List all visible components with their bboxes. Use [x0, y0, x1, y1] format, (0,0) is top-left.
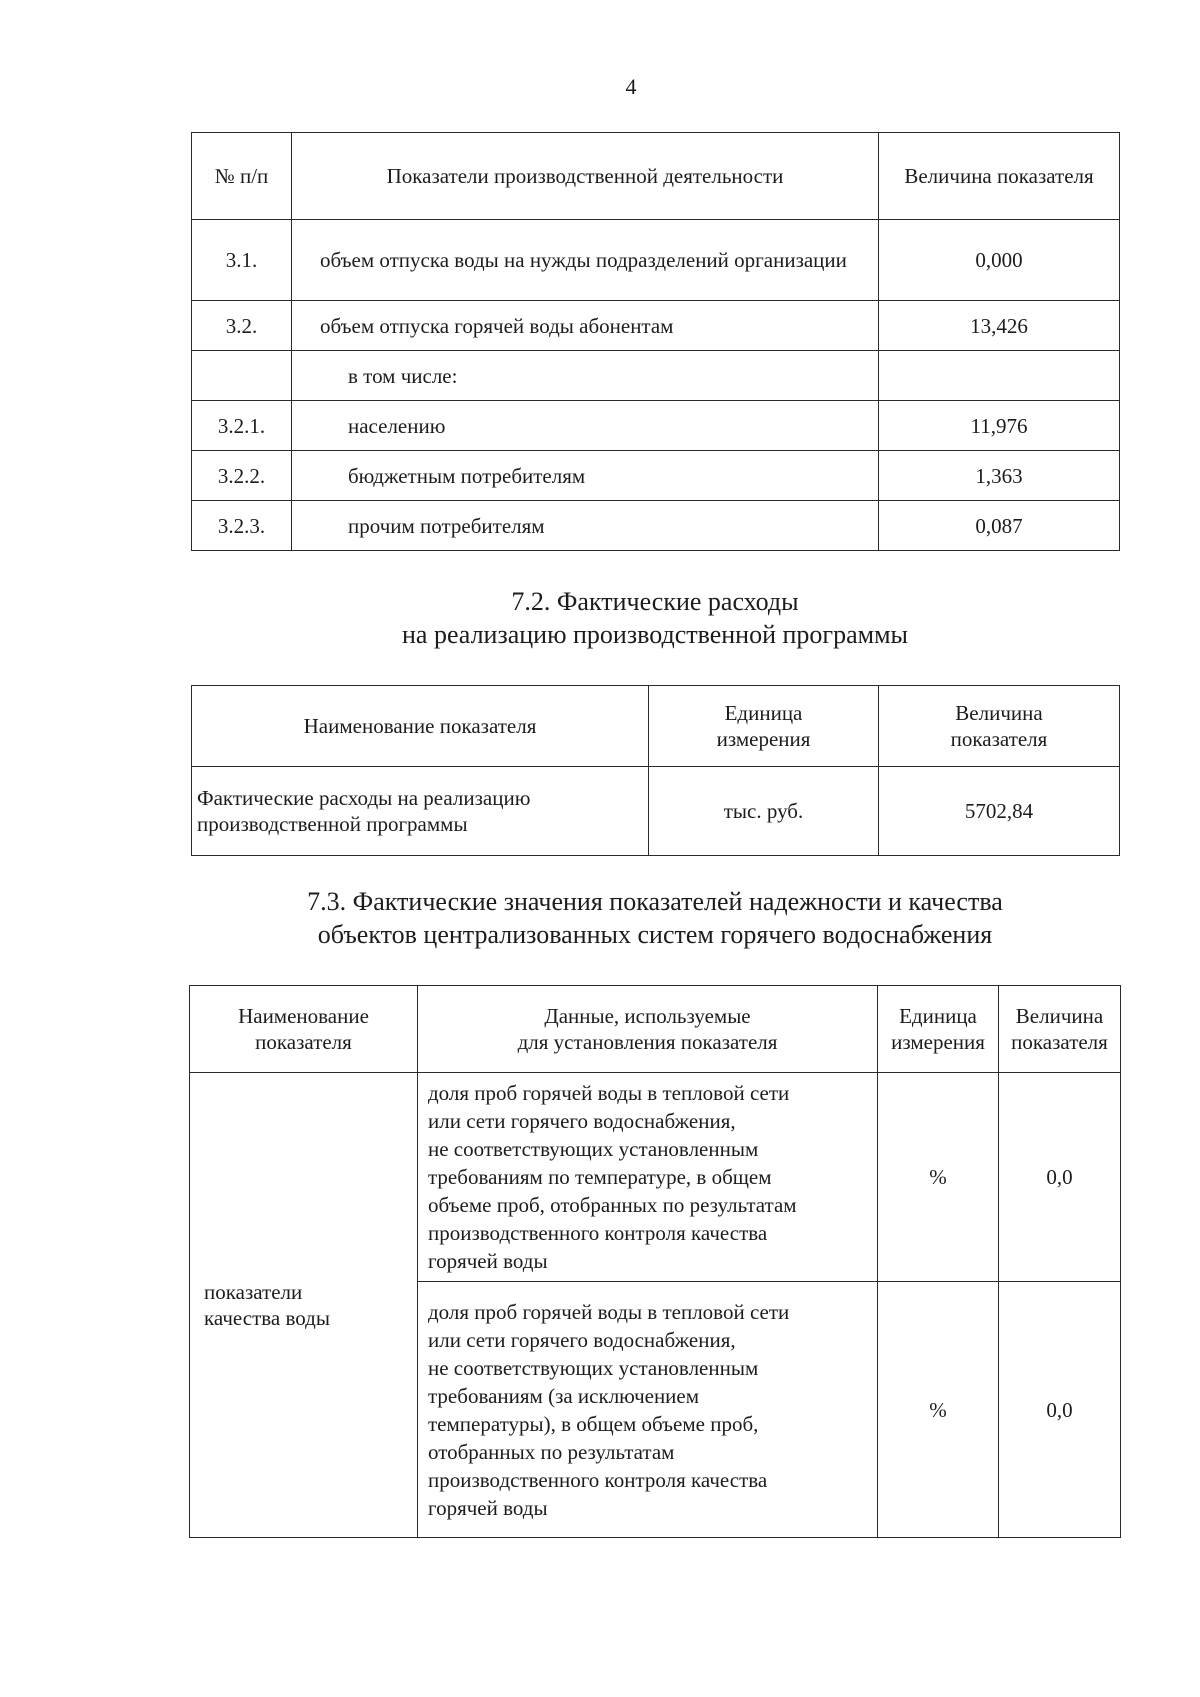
- header-data: [418, 986, 878, 1073]
- row-unit: тыс. руб.: [649, 767, 879, 856]
- row-indicator: прочим потребителям: [292, 501, 879, 551]
- reliability-quality-table: [189, 985, 1121, 1538]
- table-row: [192, 351, 1120, 401]
- group-name: [190, 1073, 418, 1538]
- row-indicator: населению: [292, 401, 879, 451]
- header-name: Наименование показателя: [192, 686, 649, 767]
- header-name: [190, 986, 418, 1073]
- description-line: доля проб горячей воды в тепловой сети: [428, 1081, 790, 1105]
- row-name-line2: производственной программы: [197, 812, 468, 836]
- row-value: 11,976: [879, 401, 1120, 451]
- header-value-line1: Величина: [955, 701, 1043, 725]
- section-73-title-line2: объектов централизованных систем горячего водоснабжения: [317, 920, 993, 949]
- header-indicator: Показатели производственной деятельности: [292, 133, 879, 220]
- row-name-line1: Фактические расходы на реализацию: [197, 786, 531, 810]
- row-indicator: бюджетным потребителям: [292, 451, 879, 501]
- row-num: 3.2.2.: [192, 451, 292, 501]
- header-name-line1: Наименование: [238, 1004, 369, 1028]
- section-72-heading: [191, 585, 1119, 651]
- actual-expenses-table: [191, 685, 1120, 856]
- description-line: требованиям по температуре, в общем: [428, 1165, 772, 1189]
- section-73-title-line1: 7.3. Фактические значения показателей надежности и качества: [307, 887, 1003, 916]
- table-header-row: [192, 686, 1120, 767]
- row-description: [418, 1282, 878, 1538]
- row-indicator: объем отпуска воды на нужды подразделений организации: [292, 220, 879, 301]
- section-73-heading: [175, 885, 1135, 951]
- production-indicators-table: [191, 132, 1120, 551]
- table-row: [192, 220, 1120, 301]
- row-unit: %: [878, 1282, 999, 1538]
- header-unit: [878, 986, 999, 1073]
- section-72-title-line1: 7.2. Фактические расходы: [511, 587, 799, 616]
- header-unit-line2: измерения: [891, 1030, 985, 1054]
- row-description: [418, 1073, 878, 1282]
- description-line: отобранных по результатам: [428, 1439, 675, 1464]
- row-num: [192, 351, 292, 401]
- header-value-line2: показателя: [950, 727, 1048, 751]
- description-line: требованиям (за исключением: [428, 1383, 700, 1408]
- row-value: [879, 351, 1120, 401]
- header-value: [999, 986, 1121, 1073]
- row-unit: %: [878, 1073, 999, 1282]
- page-number: 4: [625, 74, 637, 99]
- table-row: [192, 501, 1120, 551]
- row-value: 0,0: [999, 1282, 1121, 1538]
- header-value-line2: показателя: [1011, 1030, 1108, 1054]
- table-row: [190, 1073, 1121, 1282]
- row-num: 3.2.1.: [192, 401, 292, 451]
- row-num: 3.2.3.: [192, 501, 292, 551]
- header-name-line2: показателя: [255, 1030, 352, 1054]
- header-unit-line1: Единица: [899, 1004, 977, 1028]
- row-value: 0,087: [879, 501, 1120, 551]
- row-num: 3.2.: [192, 301, 292, 351]
- description-line: объеме проб, отобранных по результатам: [428, 1193, 797, 1217]
- header-unit: [649, 686, 879, 767]
- section-72-title-line2: на реализацию производственной программы: [401, 620, 908, 649]
- row-indicator: объем отпуска горячей воды абонентам: [292, 301, 879, 351]
- description-line: производственного контроля качества: [428, 1221, 768, 1245]
- description-line: не соответствующих установленным: [428, 1355, 759, 1380]
- table-row: [192, 451, 1120, 501]
- header-data-line1: Данные, используемые: [544, 1004, 751, 1028]
- header-value-line1: Величина: [1015, 1004, 1104, 1028]
- table-row: [192, 767, 1120, 856]
- header-unit-line1: Единица: [724, 701, 803, 725]
- header-data-line2: для установления показателя: [517, 1030, 778, 1054]
- table-header-row: [190, 986, 1121, 1073]
- table-row: [192, 401, 1120, 451]
- table-row: [192, 301, 1120, 351]
- group-name-line2: качества воды: [204, 1306, 330, 1330]
- row-num: 3.1.: [192, 220, 292, 301]
- description-line: температуры), в общем объеме проб,: [428, 1411, 759, 1436]
- description-line: доля проб горячей воды в тепловой сети: [428, 1299, 790, 1324]
- description-line: не соответствующих установленным: [428, 1137, 759, 1161]
- row-value: 0,0: [999, 1073, 1121, 1282]
- description-line: или сети горячего водоснабжения,: [428, 1327, 736, 1352]
- row-value: 5702,84: [879, 767, 1120, 856]
- row-name: [192, 767, 649, 856]
- table-header-row: [192, 133, 1120, 220]
- row-indicator: в том числе:: [292, 351, 879, 401]
- header-unit-line2: измерения: [716, 727, 811, 751]
- row-value: 1,363: [879, 451, 1120, 501]
- header-value: Величина показателя: [879, 133, 1120, 220]
- description-line: горячей воды: [428, 1495, 548, 1520]
- description-line: горячей воды: [428, 1249, 548, 1273]
- description-line: или сети горячего водоснабжения,: [428, 1109, 736, 1133]
- row-value: 13,426: [879, 301, 1120, 351]
- row-value: 0,000: [879, 220, 1120, 301]
- description-line: производственного контроля качества: [428, 1467, 768, 1492]
- header-value: [879, 686, 1120, 767]
- header-num: № п/п: [192, 133, 292, 220]
- group-name-line1: показатели: [204, 1280, 303, 1304]
